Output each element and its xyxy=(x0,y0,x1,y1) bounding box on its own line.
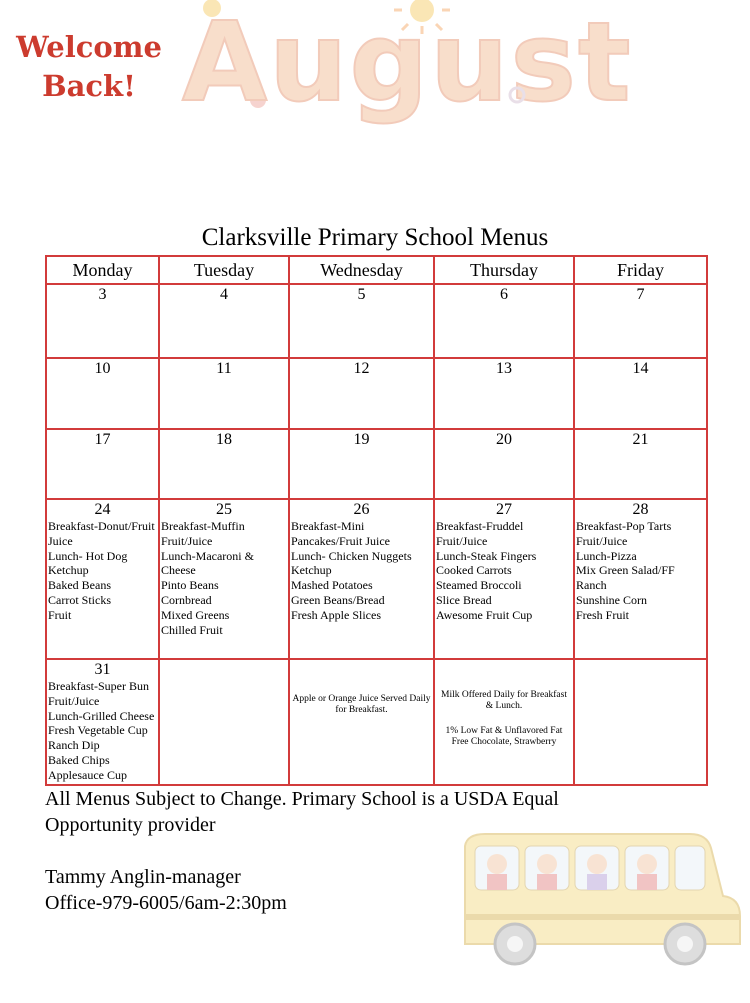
date-number: 20 xyxy=(496,431,512,448)
day-cell xyxy=(46,284,159,358)
menu-list xyxy=(290,519,433,623)
date-number: 7 xyxy=(636,286,645,303)
day-cell xyxy=(46,429,159,499)
menu-item: Mix Green Salad/FF xyxy=(576,563,675,578)
date-number: 27 xyxy=(496,501,512,518)
day-cell xyxy=(46,358,159,429)
menu-item: Fruit/Juice xyxy=(48,693,100,708)
menu-calendar-table xyxy=(45,255,708,786)
date-number: 13 xyxy=(496,360,512,377)
welcome-line-2: Back! xyxy=(42,69,136,103)
menu-item: Lunch-Steak Fingers xyxy=(436,548,537,563)
menu-item: Fresh Vegetable Cup xyxy=(48,723,148,738)
menu-item: Lunch-Pizza xyxy=(576,548,637,563)
menu-list xyxy=(575,519,706,623)
milk-note-cell xyxy=(434,659,574,785)
menu-item: Fruit xyxy=(48,607,72,622)
day-header-friday: Friday xyxy=(574,256,707,284)
menu-item: Mashed Potatoes xyxy=(291,578,373,593)
date-number: 4 xyxy=(220,286,228,303)
menu-item: Chilled Fruit xyxy=(161,622,223,637)
menu-item: Green Beans/Bread xyxy=(291,592,385,607)
menu-item: Pancakes/Fruit Juice xyxy=(291,533,390,548)
menu-item: Steamed Broccoli xyxy=(436,578,522,593)
day-cell xyxy=(159,429,289,499)
menu-item: Ranch xyxy=(576,578,607,593)
menu-item: Lunch- Hot Dog xyxy=(48,548,128,563)
menu-item: Cooked Carrots xyxy=(436,563,512,578)
date-number: 21 xyxy=(632,431,649,448)
milk-flavors-note: 1% Low Fat & Unflavored Fat Free Chocolate, Strawberry xyxy=(445,726,563,747)
day-cell xyxy=(574,429,707,499)
day-cell xyxy=(574,284,707,358)
august-banner-word: August xyxy=(182,0,633,126)
menu-item: Fresh Apple Slices xyxy=(291,607,381,622)
day-cell xyxy=(434,358,574,429)
office-contact: Office-979-6005/6am-2:30pm xyxy=(45,892,287,914)
date-number: 25 xyxy=(216,501,232,518)
menu-item: Lunch-Grilled Cheese xyxy=(48,708,155,723)
date-number: 6 xyxy=(500,286,508,303)
menu-item: Ranch Dip xyxy=(48,738,100,753)
milk-note: Milk Offered Daily for Breakfast & Lunch. xyxy=(441,690,567,711)
manager-name: Tammy Anglin-manager xyxy=(45,866,241,888)
day-cell xyxy=(159,284,289,358)
date-number: 5 xyxy=(357,286,366,303)
day-cell xyxy=(289,429,434,499)
juice-note: Apple or Orange Juice Served Daily for Breakfast. xyxy=(292,694,431,715)
menu-item: Breakfast-Pop Tarts xyxy=(576,519,672,533)
day-cell xyxy=(289,358,434,429)
menu-item: Breakfast-Fruddel xyxy=(436,519,524,533)
day-cell xyxy=(434,284,574,358)
menu-item: Breakfast-Mini xyxy=(291,519,365,533)
day-cell xyxy=(289,284,434,358)
date-number: 12 xyxy=(353,360,370,377)
menu-item: Mixed Greens xyxy=(161,607,230,622)
date-number: 24 xyxy=(94,501,111,518)
menu-item: Sunshine Corn xyxy=(576,592,648,607)
usda-notice-line-2: Opportunity provider xyxy=(45,814,216,836)
menu-list xyxy=(160,519,288,637)
school-bus-image xyxy=(455,826,745,976)
menu-item: Baked Beans xyxy=(48,578,111,593)
date-number: 19 xyxy=(353,431,370,448)
week-row-5 xyxy=(46,659,707,785)
week-row-2 xyxy=(46,358,707,429)
day-cell xyxy=(46,499,159,659)
empty-cell xyxy=(574,659,707,785)
date-number: 26 xyxy=(353,501,370,518)
menu-item: Ketchup xyxy=(48,563,89,578)
day-header-wednesday: Wednesday xyxy=(289,256,434,284)
date-number: 3 xyxy=(98,286,107,303)
menu-item: Juice xyxy=(48,533,73,548)
menu-item: Slice Bread xyxy=(436,592,492,607)
menu-item: Lunch-Macaroni & xyxy=(161,548,254,563)
day-header-monday: Monday xyxy=(46,256,159,284)
menu-item: Baked Chips xyxy=(48,752,110,767)
welcome-line-1: Welcome xyxy=(16,30,162,64)
day-cell xyxy=(434,429,574,499)
day-cell xyxy=(289,499,434,659)
day-cell xyxy=(434,499,574,659)
date-number: 28 xyxy=(632,501,649,518)
menu-item: Fruit/Juice xyxy=(576,533,628,548)
week-row-1 xyxy=(46,284,707,358)
menu-item: Cornbread xyxy=(161,592,212,607)
menu-item: Awesome Fruit Cup xyxy=(436,607,533,622)
welcome-back-heading xyxy=(14,28,164,106)
day-cell xyxy=(46,659,159,785)
menu-item: Ketchup xyxy=(291,563,332,578)
menu-item: Cheese xyxy=(161,563,196,578)
menu-item: Breakfast-Super Bun xyxy=(48,679,149,693)
header-row xyxy=(46,256,707,284)
date-number: 17 xyxy=(94,431,111,448)
day-cell xyxy=(159,358,289,429)
week-row-3 xyxy=(46,429,707,499)
day-header-thursday: Thursday xyxy=(434,256,574,284)
menu-item: Fruit/Juice xyxy=(161,533,213,548)
august-banner-image xyxy=(172,0,633,126)
day-cell xyxy=(159,499,289,659)
week-row-4 xyxy=(46,499,707,659)
page-title: Clarksville Primary School Menus xyxy=(201,224,549,251)
menu-list xyxy=(47,679,158,783)
date-number: 31 xyxy=(94,661,111,678)
day-header-tuesday: Tuesday xyxy=(159,256,289,284)
menu-item: Applesauce Cup xyxy=(48,767,127,782)
menu-list xyxy=(435,519,573,623)
day-cell xyxy=(574,499,707,659)
menu-item: Breakfast-Muffin xyxy=(161,519,245,533)
menu-item: Lunch- Chicken Nuggets xyxy=(291,548,412,563)
menu-item: Fresh Fruit xyxy=(576,607,630,622)
juice-note-cell xyxy=(289,659,434,785)
menu-item: Carrot Sticks xyxy=(48,592,111,607)
empty-cell xyxy=(159,659,289,785)
menu-item: Breakfast-Donut/Fruit xyxy=(48,519,155,533)
menu-item: Pinto Beans xyxy=(161,578,219,593)
day-cell xyxy=(574,358,707,429)
date-number: 10 xyxy=(94,360,111,377)
menu-list xyxy=(47,519,158,623)
menu-item: Fruit/Juice xyxy=(436,533,488,548)
date-number: 14 xyxy=(632,360,649,377)
date-number: 18 xyxy=(216,431,232,448)
date-number: 11 xyxy=(216,360,232,377)
usda-notice-line-1: All Menus Subject to Change. Primary School is a USDA Equal xyxy=(45,788,559,810)
